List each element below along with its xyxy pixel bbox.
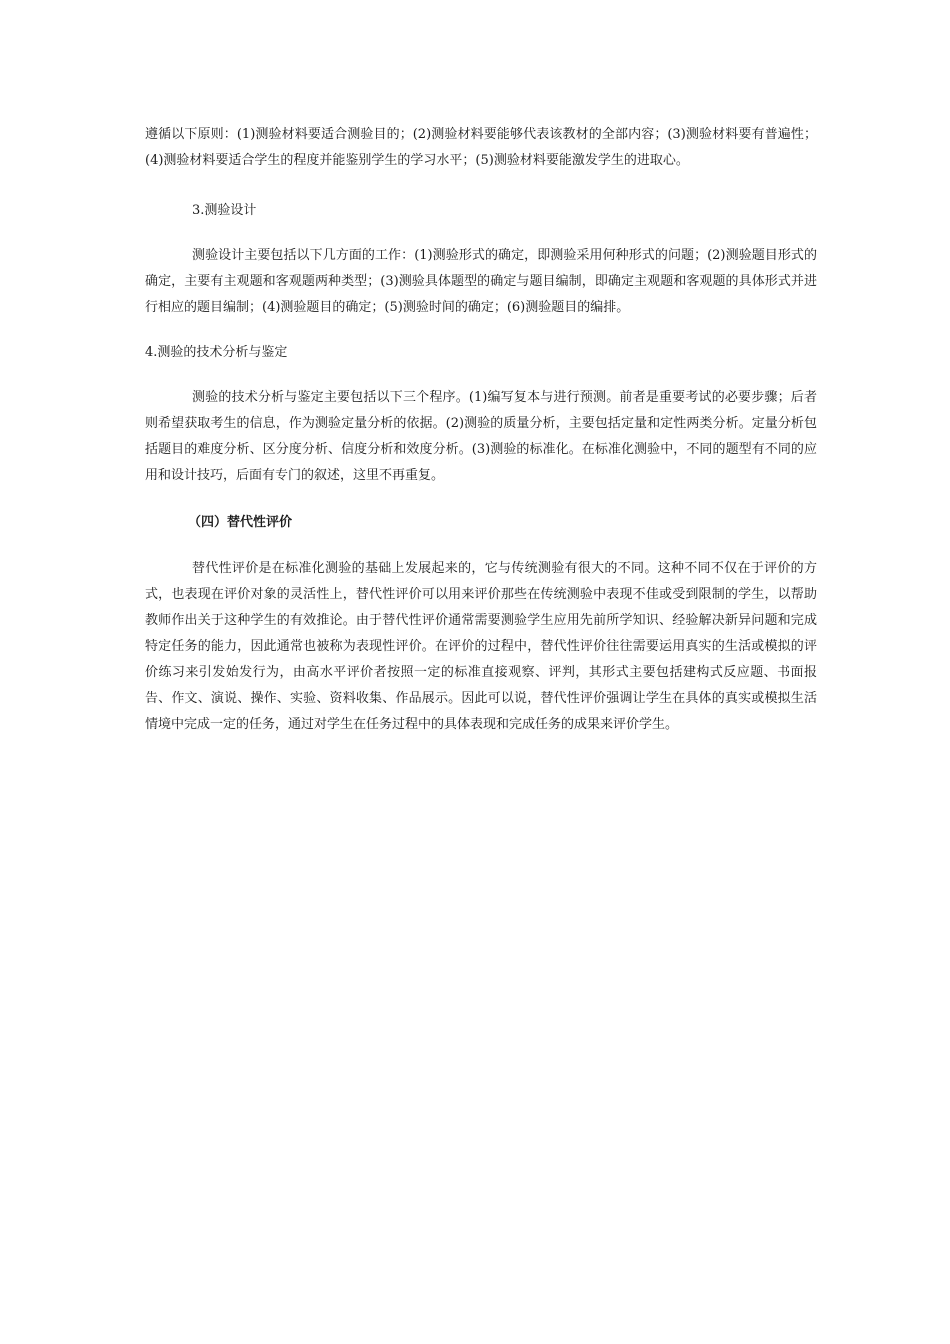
section-heading-alternative-assessment: （四）替代性评价 xyxy=(188,515,293,530)
paragraph-technical-analysis: 测验的技术分析与鉴定主要包括以下三个程序。(1)编写复本与进行预测。前者是重要考试的必要步骤；后者则希望获取考生的信息，作为测验定量分析的依据。(2)测验的质量分析，主要包括定量和定性两类分析。定量分析包括题目的难度分析、区分度分析、信度分析和效度分析。(3)测验的标准化。在标准化测验中，不同的题型有不同的应用和设计技巧，后面有专门的叙述，这里不再重复。 xyxy=(145,390,817,483)
heading-technical-analysis: 4.测验的技术分析与鉴定 xyxy=(145,345,288,360)
paragraph-principles: 遵循以下原则：(1)测验材料要适合测验目的；(2)测验材料要能够代表该教材的全部内容；(3)测验材料要有普遍性；(4)测验材料要适合学生的程度并能鉴别学生的学习水平；(5)测验材料要能激发学生的进取心。 xyxy=(145,127,817,168)
heading-test-design: 3.测验设计 xyxy=(192,203,257,218)
paragraph-alternative-assessment: 替代性评价是在标准化测验的基础上发展起来的，它与传统测验有很大的不同。这种不同不仅在于评价的方式，也表现在评价对象的灵活性上，替代性评价可以用来评价那些在传统测验中表现不佳或受到限制的学生，以帮助教师作出关于这种学生的有效推论。由于替代性评价通常需要测验学生应用先前所学知识、经验解决新异问题和完成特定任务的能力，因此通常也被称为表现性评价。在评价的过程中，替代性评价往往需要运用真实的生活或模拟的评价练习来引发始发行为，由高水平评价者按照一定的标准直接观察、评判，其形式主要包括建构式反应题、书面报告、作文、演说、操作、实验、资料收集、作品展示。因此可以说，替代性评价强调让学生在具体的真实或模拟生活情境中完成一定的任务，通过对学生在任务过程中的具体表现和完成任务的成果来评价学生。 xyxy=(145,561,817,732)
paragraph-test-design: 测验设计主要包括以下几方面的工作：(1)测验形式的确定，即测验采用何种形式的问题；(2)测验题目形式的确定，主要有主观题和客观题两种类型；(3)测验具体题型的确定与题目编制，即确定主观题和客观题的具体形式并进行相应的题目编制；(4)测验题目的确定；(5)测验时间的确定；(6)测验题目的编排。 xyxy=(145,248,817,315)
